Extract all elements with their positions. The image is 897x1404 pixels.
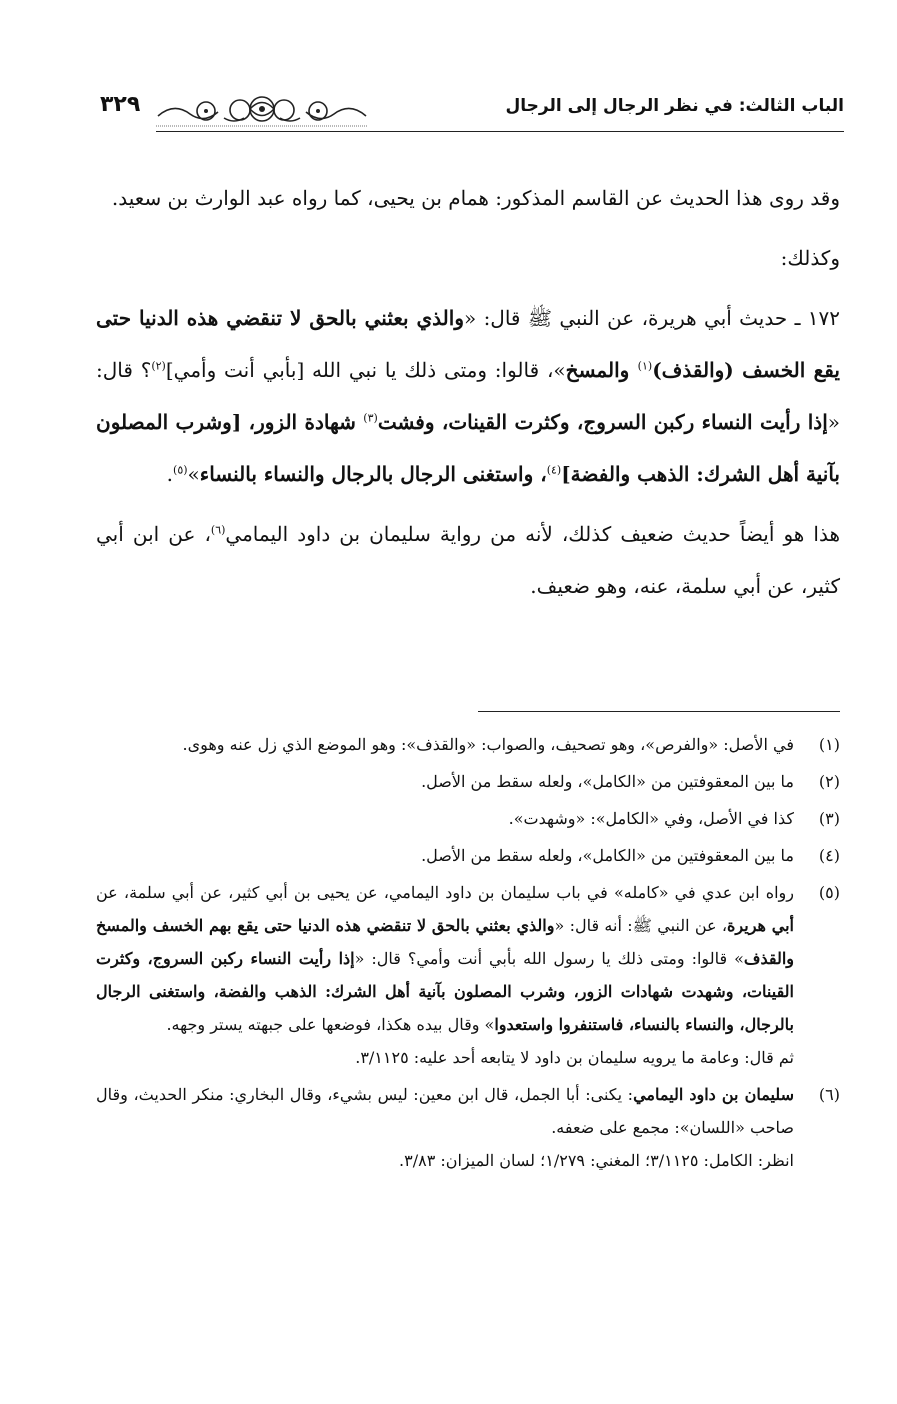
hadith-text-5: ، واستغنى الرجال بالرجال والنساء بالنساء xyxy=(199,462,547,486)
footnote-ref-1[interactable]: (١) xyxy=(637,359,653,373)
fn6-text: : يكنى: أبا الجمل، قال ابن معين: ليس بشيء، وقال البخاري: منكر الحديث، وقال صاحب «اللسان»: مجمع على ضعفه. xyxy=(96,1085,794,1137)
footnote-number: (٣) xyxy=(818,809,840,828)
hadith-text-3: إذا رأيت النساء ركبن السروج، وكثرت القينات، وفشت xyxy=(377,410,828,434)
footnote-number: (٥) xyxy=(818,883,840,902)
fn5-mid-1: ، عن النبي ﷺ: أنه قال: « xyxy=(554,916,728,935)
fn5-bold-3: إذا رأيت النساء ركبن السروج، وكثرت القينات، وشهدت شهادات الزور، وشرب المصلون بآنية أهل الشرك: الذهب والفضة، واستغنى الرجال بالرجال، والنساء بالنساء، فاستنفروا واستعدوا xyxy=(96,949,794,1034)
footnote-text: كذا في الأصل، وفي «الكامل»: «وشهدت». xyxy=(508,809,794,828)
footnote-number: (٤) xyxy=(818,846,840,865)
footnote-5-line-2: ثم قال: وعامة ما يرويه سليمان بن داود لا يتابعه أحد عليه: ٣/١١٢٥. xyxy=(355,1048,794,1067)
hadith-text-4: شهادة الزور، [وشرب المصلون بآنية أهل الشرك: الذهب والفضة] xyxy=(96,410,840,486)
hadith-end: . xyxy=(166,462,174,486)
footnote-number: (١) xyxy=(818,735,840,754)
footnote-5 xyxy=(96,876,840,1074)
fn5-bold-2: والذي بعثني بالحق لا تنقضي هذه الدنيا حتى يقع بهم الخسف والمسخ والقذف xyxy=(96,916,794,968)
footnotes xyxy=(96,728,840,1181)
footnote-text: في الأصل: «والفرص»، وهو تصحيف، والصواب: «والقذف»: وهو الموضع الذي زل عنه وهوى. xyxy=(182,735,794,754)
footnote-2 xyxy=(96,765,840,798)
footnote-number: (٢) xyxy=(818,772,840,791)
footnote-4 xyxy=(96,839,840,872)
hadith-mid-2: ؟ قال: « xyxy=(96,358,841,434)
hadith-lead: ١٧٢ ـ حديث أبي هريرة، عن النبي ﷺ قال: « xyxy=(463,306,841,330)
footnote-separator xyxy=(478,711,840,712)
hadith-mid-1: »، قالوا: ومتى ذلك يا نبي الله [بأبي أنت وأمي] xyxy=(165,358,566,382)
footnote-text: ما بين المعقوفتين من «الكامل»، ولعله سقط من الأصل. xyxy=(421,772,794,791)
paragraph-1: وقد روى هذا الحديث عن القاسم المذكور: همام بن يحيى، كما رواه عبد الوارث بن سعيد. xyxy=(111,186,840,210)
fn5-mid-2: » قالوا: ومتى ذلك يا رسول الله بأبي أنت وأمي؟ قال: « xyxy=(354,949,744,968)
fn5-bold-1: أبي هريرة xyxy=(727,916,795,935)
hadith-paragraph xyxy=(96,292,840,500)
page-header xyxy=(96,92,844,134)
footnote-ref-3[interactable]: (٣) xyxy=(363,411,378,425)
header-rule xyxy=(156,131,844,132)
ornament-icon xyxy=(154,94,370,128)
fn6-bold-name: سليمان بن داود اليمامي xyxy=(633,1085,795,1104)
footnote-6-line-2: انظر: الكامل: ٣/١١٢٥؛ المغني: ١/٢٧٩؛ لسان الميزان: ٣/٨٣. xyxy=(399,1151,794,1170)
footnote-text xyxy=(96,1078,794,1177)
footnote-text xyxy=(96,876,794,1074)
hadith-text-1: والذي بعثني بالحق لا تنقضي هذه الدنيا حتى يقع الخسف (والقذف) xyxy=(96,306,840,382)
footnote-ref-2[interactable]: (٢) xyxy=(151,359,166,373)
footnote-6-main xyxy=(96,1078,794,1144)
footnote-number: (٦) xyxy=(818,1085,840,1104)
footnote-1 xyxy=(96,728,840,761)
hadith-close-quote: » xyxy=(187,462,200,486)
footnote-5-main xyxy=(96,876,794,1041)
paragraph-4 xyxy=(96,508,840,612)
main-text xyxy=(96,172,840,620)
footnote-ref-4[interactable]: (٤) xyxy=(546,463,562,477)
footnote-ref-5[interactable]: (٥) xyxy=(173,463,188,477)
paragraph-2: وكذلك: xyxy=(780,246,840,270)
paragraph-4-tail: ، عن ابن أبي كثير، عن أبي سلمة، عنه، وهو ضعيف. xyxy=(96,522,840,598)
running-head: الباب الثالث: في نظر الرجال إلى الرجال xyxy=(505,96,844,116)
footnote-text: ما بين المعقوفتين من «الكامل»، ولعله سقط من الأصل. xyxy=(421,846,794,865)
footnote-6 xyxy=(96,1078,840,1177)
hadith-text-2: والمسخ xyxy=(565,358,638,382)
fn5-tail: » وقال بيده هكذا، فوضعها على جبهته يستر وجهه. xyxy=(166,1015,495,1034)
fn5-lead: رواه ابن عدي في «كامله» في باب سليمان بن داود اليمامي، عن يحيى بن أبي كثير، عن أبي سلمة، عن xyxy=(96,883,795,902)
footnote-ref-6[interactable]: (٦) xyxy=(210,523,226,537)
page-number: ٣٢٩ xyxy=(100,92,141,117)
footnote-3 xyxy=(96,802,840,835)
paragraph-4-lead: هذا هو أيضاً حديث ضعيف كذلك، لأنه من رواية سليمان بن داود اليمامي xyxy=(225,522,840,546)
